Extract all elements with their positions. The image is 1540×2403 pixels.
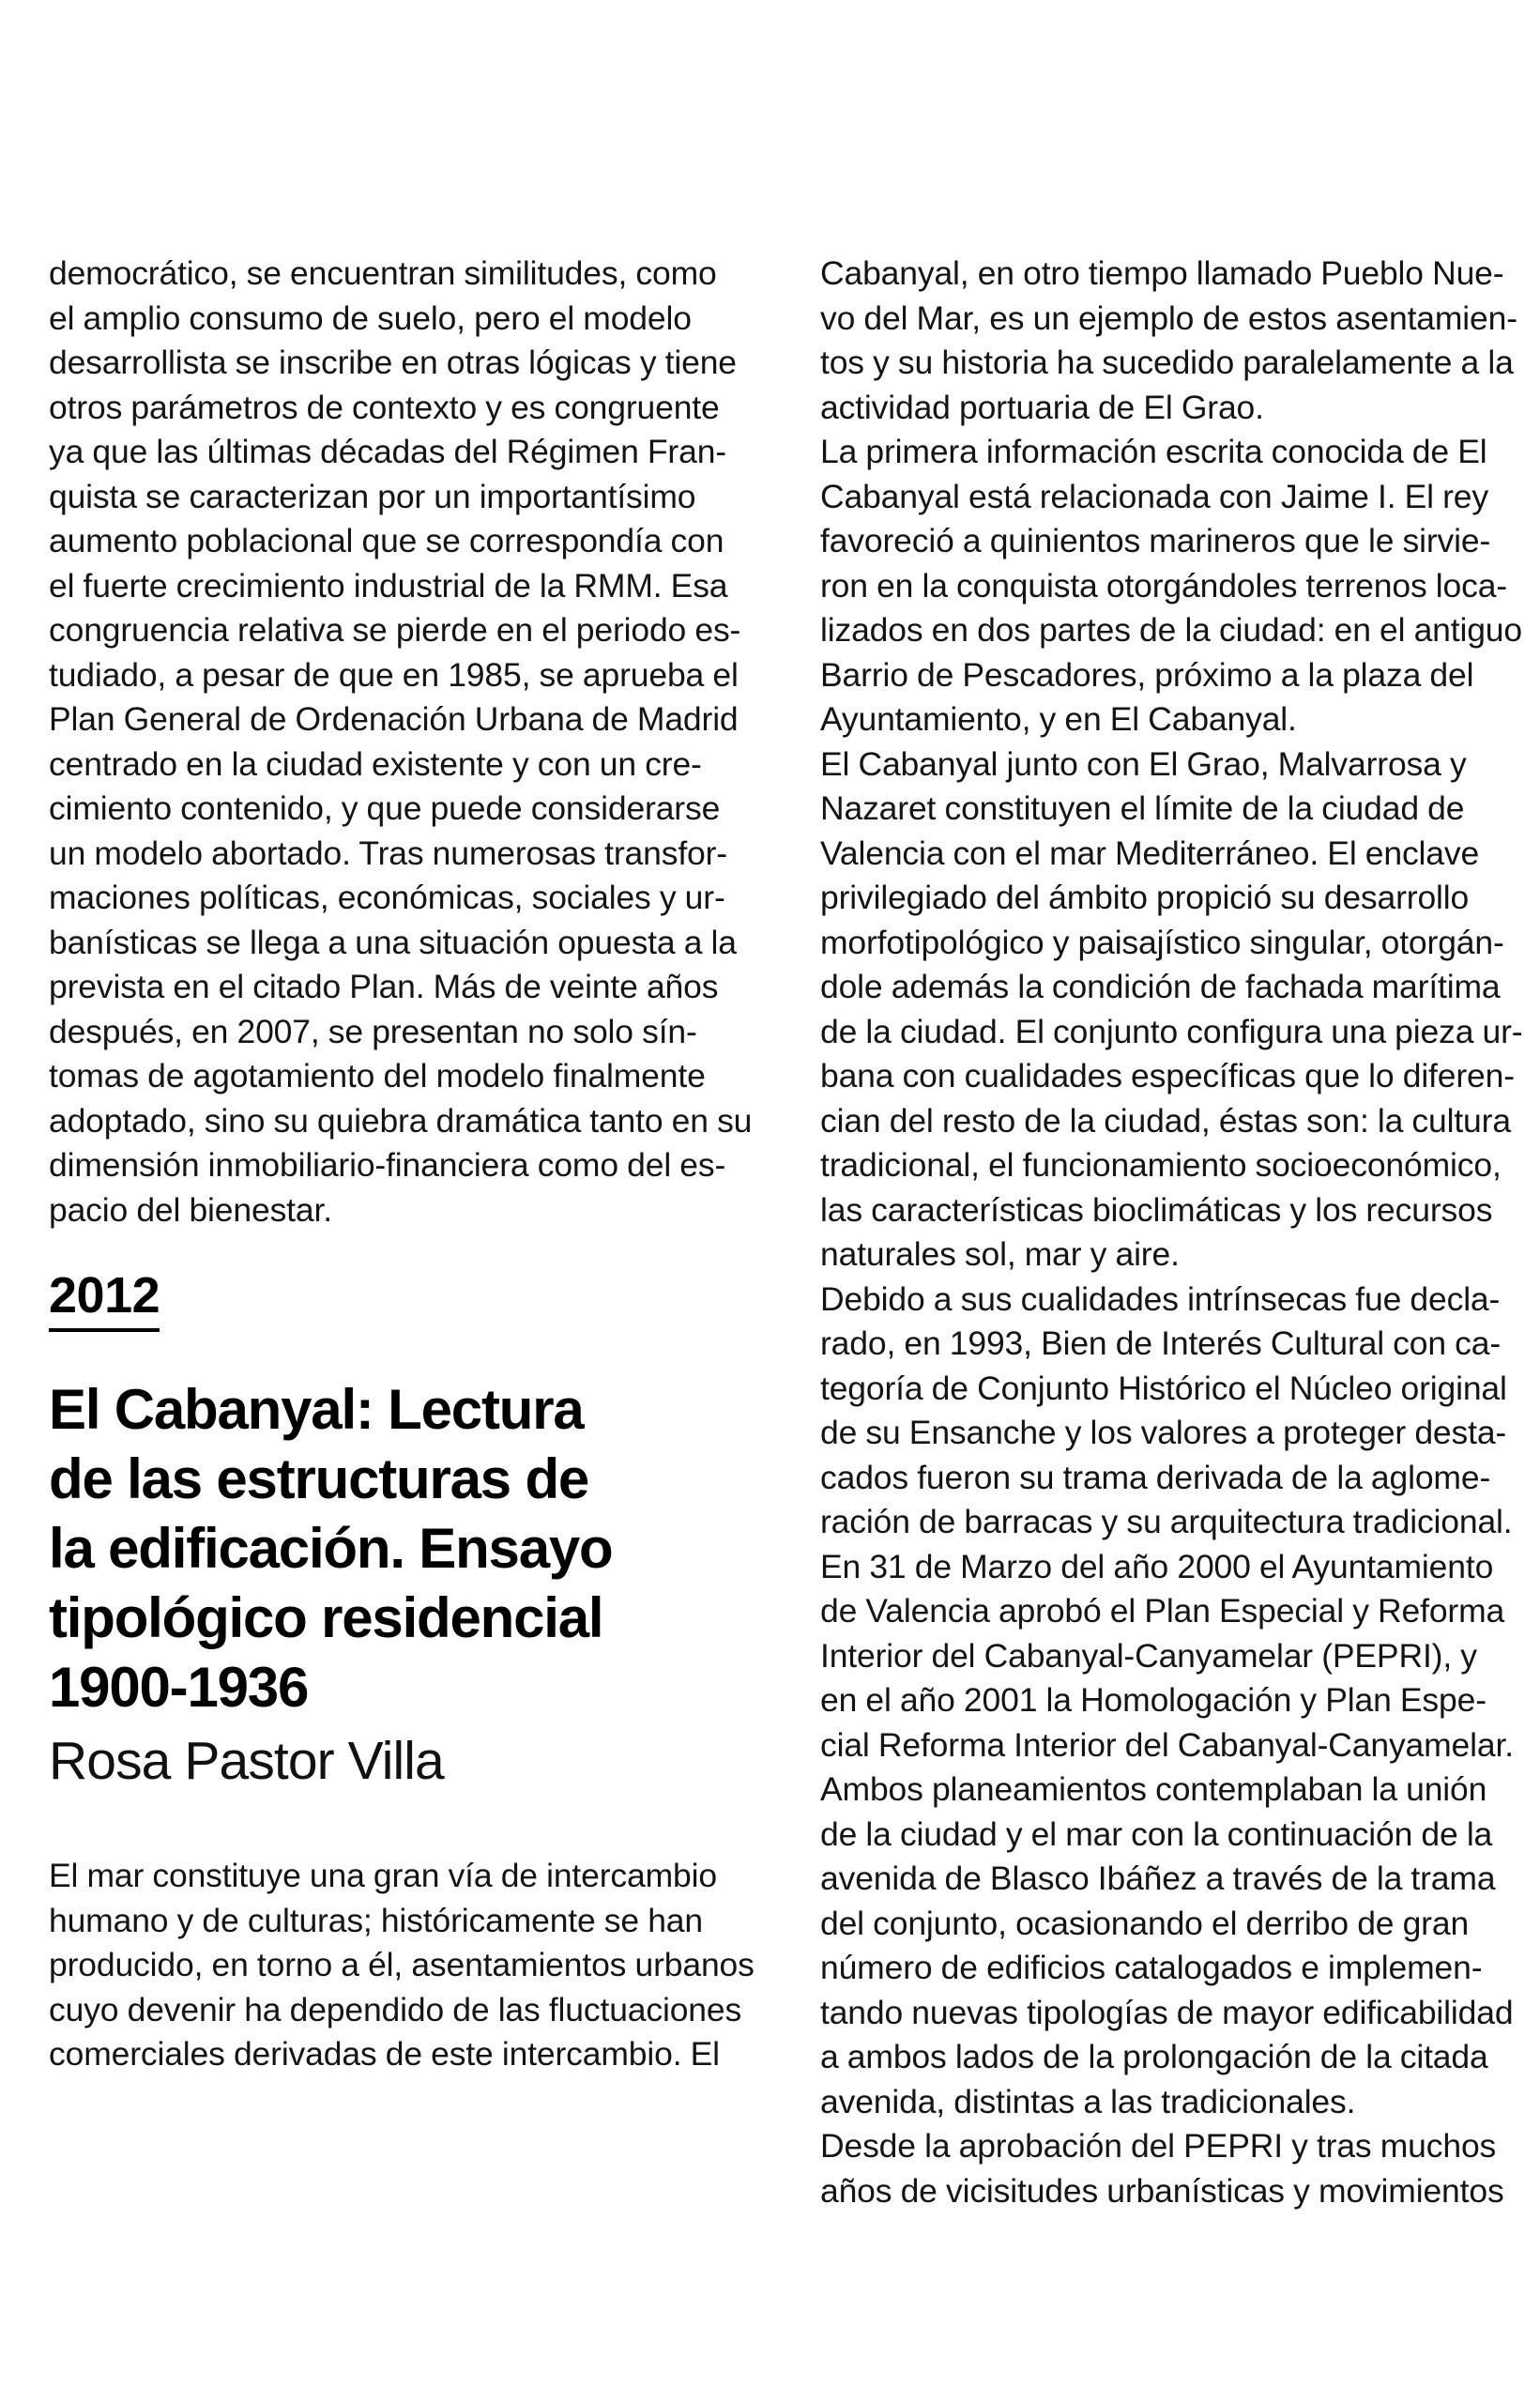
text-line: ron en la conquista otorgándoles terrenos loca-	[820, 566, 1507, 605]
text-line: humano y de culturas; históricamente se han	[49, 1901, 703, 1939]
year-heading: 2012	[49, 1266, 160, 1332]
title-line: tipológico residencial	[49, 1586, 603, 1649]
intro-paragraph	[49, 1854, 755, 2077]
text-line: tos y su historia ha sucedido paralelamente a la	[820, 344, 1514, 381]
text-line: después, en 2007, se presentan no solo sín-	[49, 1012, 697, 1050]
text-line: democrático, se encuentran similitudes, como	[49, 254, 717, 292]
text-line: tando nuevas tipologías de mayor edificabilidad	[820, 1993, 1514, 2031]
text-line: a ambos lados de la prolongación de la citada	[820, 2038, 1488, 2075]
text-line: del conjunto, ocasionando el derribo de gran	[820, 1904, 1470, 1942]
left-column	[49, 252, 755, 2077]
right-column	[820, 252, 1524, 2213]
text-line: Valencia con el mar Mediterráneo. El enclave	[820, 834, 1480, 872]
text-line: el fuerte crecimiento industrial de la RMM. Esa	[49, 566, 728, 605]
text-line: de la ciudad y el mar con la continuación de la	[820, 1814, 1493, 1853]
text-line: favoreció a quinientos marineros que le sirvie-	[820, 522, 1491, 559]
text-line: privilegiado del ámbito propició su desarrollo	[820, 879, 1470, 916]
text-line: el amplio consumo de suelo, pero el modelo	[49, 298, 692, 337]
title-line: la edificación. Ensayo	[49, 1517, 613, 1580]
text-line: años de vicisitudes urbanísticas y movimientos	[820, 2171, 1504, 2210]
text-line: en el año 2001 la Homologación y Plan Espe-	[820, 1681, 1487, 1719]
text-line: Cabanyal, en otro tiempo llamado Pueblo Nue-	[820, 254, 1504, 292]
text-line: Ayuntamiento, y en El Cabanyal.	[820, 700, 1297, 738]
text-line: Interior del Cabanyal-Canyamelar (PEPRI), y	[820, 1636, 1477, 1675]
text-line: centrado en la ciudad existente y con un cre-	[49, 744, 702, 783]
text-line: número de edificios catalogados e implemen-	[820, 1949, 1483, 1986]
text-line: pacio del bienestar.	[49, 1190, 332, 1229]
title-line: El Cabanyal: Lectura	[49, 1378, 584, 1441]
text-line: desarrollista se inscribe en otras lógicas y tiene	[49, 344, 737, 381]
text-line: El Cabanyal junto con El Grao, Malvarrosa y	[820, 744, 1467, 783]
text-line: avenida de Blasco Ibáñez a través de la trama	[820, 1860, 1496, 1897]
text-line: actividad portuaria de El Grao.	[820, 388, 1264, 426]
paragraph-desde-aprobacion	[820, 2124, 1524, 2213]
text-line: La primera información escrita conocida de El	[820, 433, 1487, 470]
title-line: 1900-1936	[49, 1656, 309, 1719]
text-line: bana con cualidades específicas que lo diferen-	[820, 1057, 1515, 1094]
text-line: maciones políticas, económicas, sociales y ur-	[49, 879, 725, 916]
text-line: Ambos planeamientos contemplaban la unión	[820, 1770, 1487, 1808]
paragraph-cabanyal-pueblo-nuevo	[820, 252, 1524, 430]
article-author: Rosa Pastor Villa	[49, 1731, 444, 1791]
text-line: aumento poblacional que se correspondía con	[49, 522, 724, 559]
two-column-layout	[49, 252, 1523, 2213]
text-line: cian del resto de la ciudad, éstas son: la cultura	[820, 1101, 1511, 1140]
text-line: producido, en torno a él, asentamientos urbanos	[49, 1946, 755, 1983]
text-line: otros parámetros de contexto y es congruente	[49, 388, 720, 426]
text-line: Nazaret constituyen el límite de la ciudad de	[820, 789, 1465, 827]
text-line: congruencia relativa se pierde en el periodo es-	[49, 611, 741, 649]
text-line: comerciales derivadas de este intercambio. El	[49, 2035, 720, 2073]
text-line: cuyo devenir ha dependido de las fluctuaciones	[49, 1990, 742, 2028]
text-line: Desde la aprobación del PEPRI y tras muchos	[820, 2127, 1497, 2165]
text-line: Barrio de Pescadores, próximo a la plaza del	[820, 655, 1474, 694]
text-line: adoptado, sino su quiebra dramática tanto en su	[49, 1101, 753, 1140]
paragraph-limite-ciudad	[820, 742, 1524, 1278]
text-line: vo del Mar, es un ejemplo de estos asentamien-	[820, 298, 1517, 337]
article-title	[49, 1375, 724, 1722]
text-line: un modelo abortado. Tras numerosas transfor-	[49, 834, 727, 872]
text-line: En 31 de Marzo del año 2000 el Ayuntamiento	[820, 1547, 1494, 1585]
text-line: banísticas se llega a una situación opuesta a la	[49, 923, 737, 961]
text-line: naturales sol, mar y aire.	[820, 1235, 1180, 1273]
text-line: lizados en dos partes de la ciudad: en el antiguo	[820, 611, 1522, 649]
text-line: rado, en 1993, Bien de Interés Cultural con ca-	[820, 1324, 1502, 1362]
text-line: las características bioclimáticas y los recursos	[820, 1190, 1493, 1229]
text-line: dimensión inmobiliario-financiera como del es-	[49, 1146, 726, 1184]
text-line: tradicional, el funcionamiento socioeconómico,	[820, 1146, 1502, 1184]
spacer	[49, 1794, 741, 1854]
text-line: Plan General de Ordenación Urbana de Madrid	[49, 700, 739, 738]
paragraph-pepri	[820, 1545, 1524, 2125]
paragraph-primera-informacion	[820, 430, 1524, 742]
year-heading-wrap	[49, 1232, 741, 1332]
text-line: dole además la condición de fachada marítima	[820, 968, 1501, 1005]
text-line: ración de barracas y su arquitectura tradicional.	[820, 1503, 1513, 1540]
text-line: Cabanyal está relacionada con Jaime I. El rey	[820, 477, 1488, 515]
text-line: morfotipológico y paisajístico singular, otorgán-	[820, 923, 1504, 961]
paragraph-bien-interes-cultural	[820, 1278, 1524, 1545]
text-line: tegoría de Conjunto Histórico el Núcleo original	[820, 1369, 1507, 1407]
text-line: cados fueron su trama derivada de la aglome-	[820, 1458, 1491, 1496]
text-line: prevista en el citado Plan. Más de veinte años	[49, 968, 719, 1005]
text-line: cial Reforma Interior del Cabanyal-Canyamelar.	[820, 1725, 1514, 1764]
text-line: tudiado, a pesar de que en 1985, se aprueba el	[49, 655, 739, 694]
text-line: quista se caracterizan por un importantísimo	[49, 477, 696, 515]
text-line: cimiento contenido, y que puede considerarse	[49, 789, 721, 827]
text-line: tomas de agotamiento del modelo finalmente	[49, 1057, 706, 1094]
text-line: de su Ensanche y los valores a proteger desta-	[820, 1414, 1507, 1451]
text-line: avenida, distintas a las tradicionales.	[820, 2082, 1356, 2120]
text-line: ya que las últimas décadas del Régimen Fran-	[49, 433, 726, 470]
title-line: de las estructuras de	[49, 1447, 589, 1510]
text-line: Debido a sus cualidades intrínsecas fue decla-	[820, 1279, 1501, 1318]
continued-paragraph	[49, 252, 753, 1232]
text-line: El mar constituye una gran vía de intercambio	[49, 1857, 717, 1894]
text-line: de Valencia aprobó el Plan Especial y Reforma	[820, 1592, 1505, 1630]
text-line: de la ciudad. El conjunto configura una pieza ur-	[820, 1012, 1523, 1050]
